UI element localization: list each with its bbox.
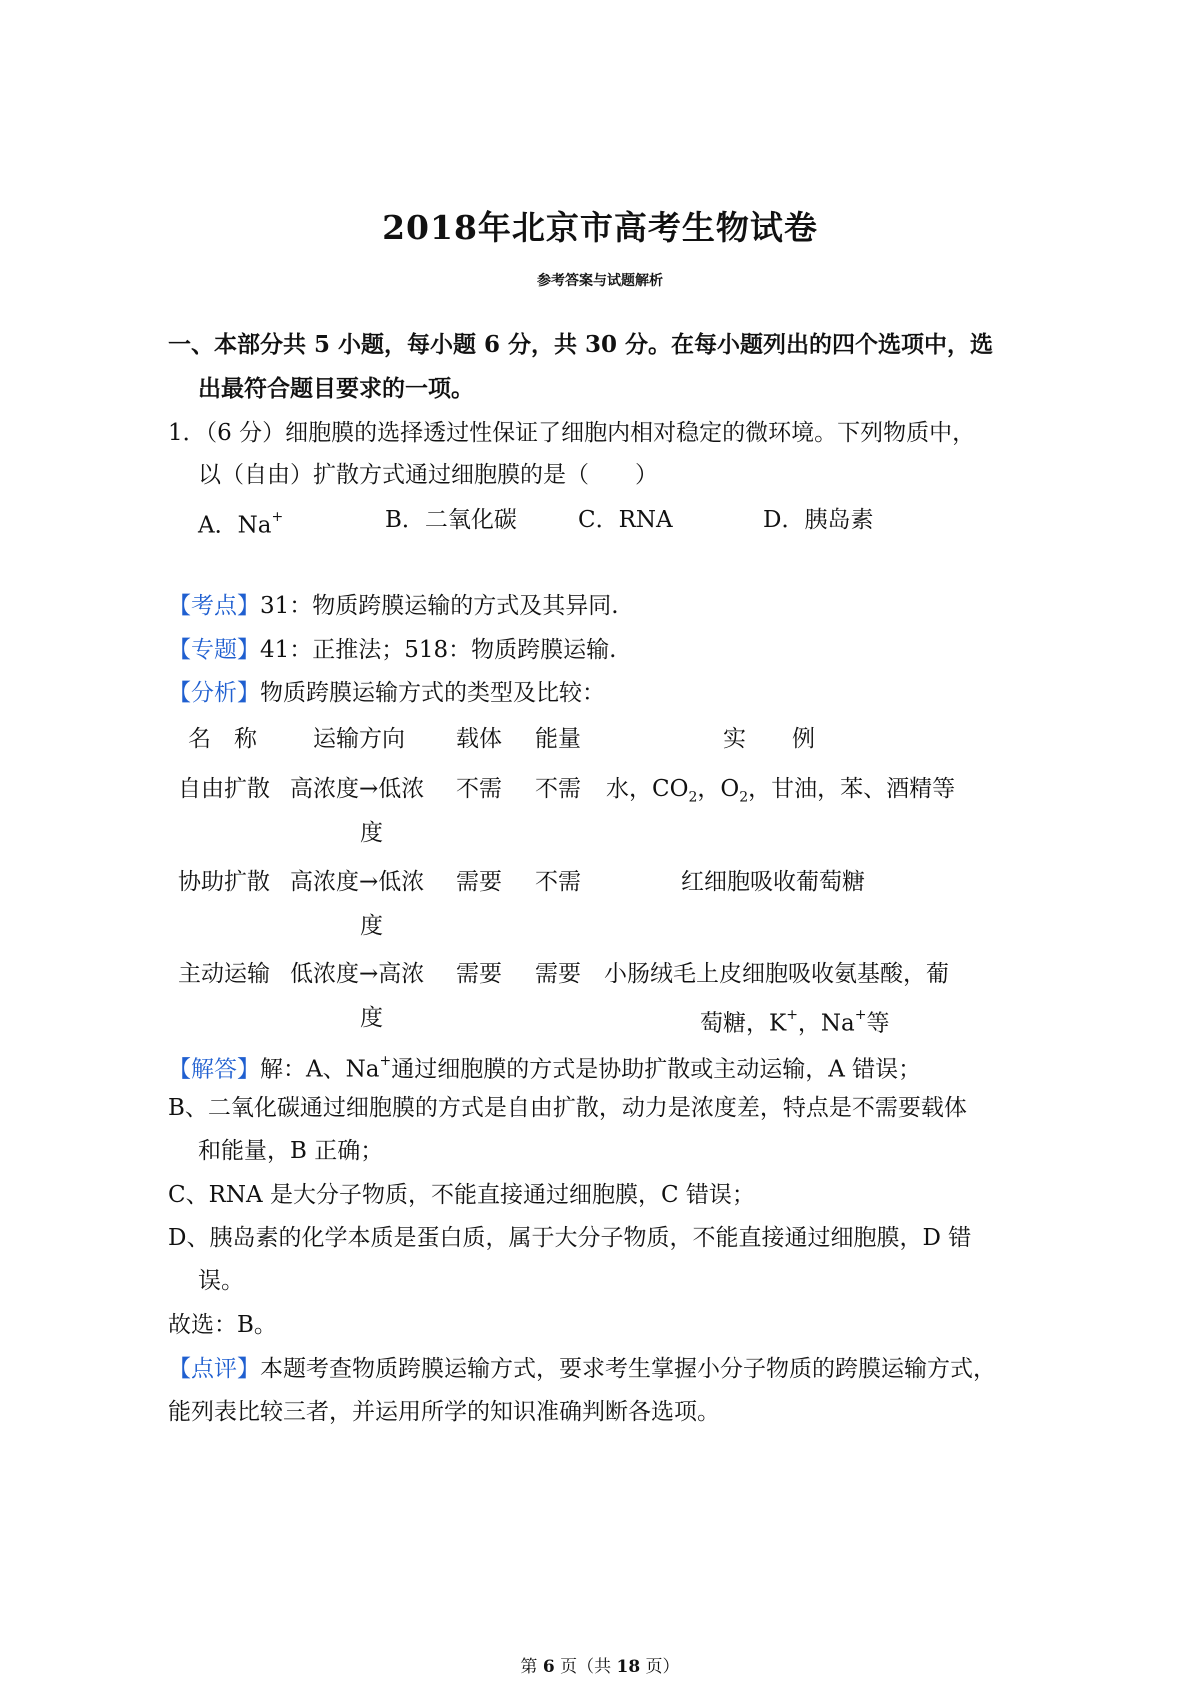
jieda-d-line1: D、胰岛素的化学本质是蛋白质，属于大分子物质，不能直接通过细胞膜，D 错	[168, 1225, 972, 1251]
row3-example-2b: ，Na	[797, 1010, 855, 1037]
dianping-tag: 【点评】	[168, 1356, 260, 1382]
row2-energy: 不需	[535, 869, 581, 895]
row3-example-line2	[700, 1003, 890, 1039]
footer-page-number: 6	[542, 1657, 555, 1677]
row3-carrier: 需要	[456, 961, 502, 987]
option-a	[198, 505, 283, 541]
jieda-d-line2: 误。	[198, 1268, 244, 1294]
option-a-superscript: +	[271, 509, 284, 525]
jieda-a-post: 通过细胞膜的方式是协助扩散或主动运输，A 错误；	[391, 1056, 922, 1083]
table-header-example: 实 例	[723, 726, 815, 752]
row3-direction-1: 低浓度→高浓	[290, 961, 425, 987]
jieda-tag: 【解答】	[168, 1056, 260, 1083]
table-header-name: 名 称	[188, 726, 257, 752]
option-b: B．二氧化碳	[385, 507, 517, 533]
table-header-carrier: 载体	[456, 726, 502, 752]
row3-example-sup2: +	[854, 1007, 867, 1023]
row3-energy: 需要	[535, 961, 581, 987]
row1-carrier: 不需	[456, 776, 502, 802]
row3-example-2a: 萄糖，K	[700, 1010, 787, 1037]
row1-energy: 不需	[535, 776, 581, 802]
row2-example: 红细胞吸收葡萄糖	[681, 869, 865, 895]
question-line2: 以（自由）扩散方式通过细胞膜的是（ ）	[198, 462, 658, 488]
kaodian-tag: 【考点】	[168, 593, 260, 619]
footer-total-pages: 18	[616, 1657, 641, 1677]
row2-carrier: 需要	[456, 869, 502, 895]
option-d: D．胰岛素	[763, 507, 874, 533]
fenxi-text: 物质跨膜运输方式的类型及比较：	[260, 680, 605, 706]
row1-example-b: ，O	[697, 776, 740, 802]
jieda-b-line2: 和能量，B 正确；	[198, 1138, 384, 1164]
jieda-a-pre: 解：A、Na	[260, 1056, 380, 1083]
option-a-text: A．Na	[198, 512, 272, 539]
zhuanti-tag: 【专题】	[168, 637, 260, 663]
zhuanti-line	[168, 635, 616, 665]
row2-name: 协助扩散	[178, 869, 270, 895]
footer-post: 页）	[640, 1657, 680, 1677]
row1-example-c: ，甘油，苯、酒精等	[748, 776, 956, 802]
row3-name: 主动运输	[178, 961, 270, 987]
row1-example-sub1: 2	[688, 789, 698, 806]
table-header-energy: 能量	[535, 726, 581, 752]
row1-example-sub2: 2	[739, 789, 749, 806]
fenxi-tag: 【分析】	[168, 680, 260, 706]
jieda-answer: 故选：B。	[168, 1312, 277, 1338]
section-heading-line2: 出最符合题目要求的一项。	[198, 375, 474, 402]
jieda-line	[168, 1049, 921, 1085]
dianping-line2: 能列表比较三者，并运用所学的知识准确判断各选项。	[168, 1399, 720, 1425]
jieda-a-superscript: +	[379, 1053, 392, 1069]
dianping-line1	[168, 1354, 996, 1384]
zhuanti-text: 41：正推法；518：物质跨膜运输.	[260, 637, 617, 663]
row2-direction-2: 度	[360, 913, 383, 939]
table-header-direction: 运输方向	[313, 726, 405, 752]
page-subtitle: 参考答案与试题解析	[537, 273, 663, 289]
row1-name: 自由扩散	[178, 776, 270, 802]
page-title: 2018年北京市高考生物试卷	[382, 208, 818, 247]
kaodian-line	[168, 591, 619, 621]
jieda-c-line: C、RNA 是大分子物质，不能直接通过细胞膜，C 错误；	[168, 1182, 755, 1208]
page-footer	[0, 1652, 1200, 1677]
footer-mid: 页（共	[554, 1657, 617, 1677]
row3-example-line1: 小肠绒毛上皮细胞吸收氨基酸，葡	[604, 961, 949, 987]
jieda-b-line1: B、二氧化碳通过细胞膜的方式是自由扩散，动力是浓度差，特点是不需要载体	[168, 1095, 967, 1121]
row3-direction-2: 度	[360, 1005, 383, 1031]
row1-example-a: 水，CO	[606, 776, 689, 802]
dianping-text1: 本题考查物质跨膜运输方式，要求考生掌握小分子物质的跨膜运输方式，	[260, 1356, 996, 1382]
section-heading-line1: 一、本部分共 5 小题，每小题 6 分，共 30 分。在每小题列出的四个选项中，选	[168, 331, 994, 358]
row3-example-2c: 等	[866, 1010, 890, 1037]
row1-direction-1: 高浓度→低浓	[290, 776, 425, 802]
kaodian-text: 31：物质跨膜运输的方式及其异同.	[260, 593, 619, 619]
row1-example	[606, 774, 955, 813]
row2-direction-1: 高浓度→低浓	[290, 869, 425, 895]
option-c: C．RNA	[578, 507, 673, 533]
fenxi-line	[168, 678, 605, 708]
row1-direction-2: 度	[360, 820, 383, 846]
question-line1: 1．（6 分）细胞膜的选择透过性保证了细胞内相对稳定的微环境。下列物质中，	[168, 420, 976, 446]
footer-pre: 第	[520, 1657, 543, 1677]
row3-example-sup1: +	[786, 1007, 798, 1023]
